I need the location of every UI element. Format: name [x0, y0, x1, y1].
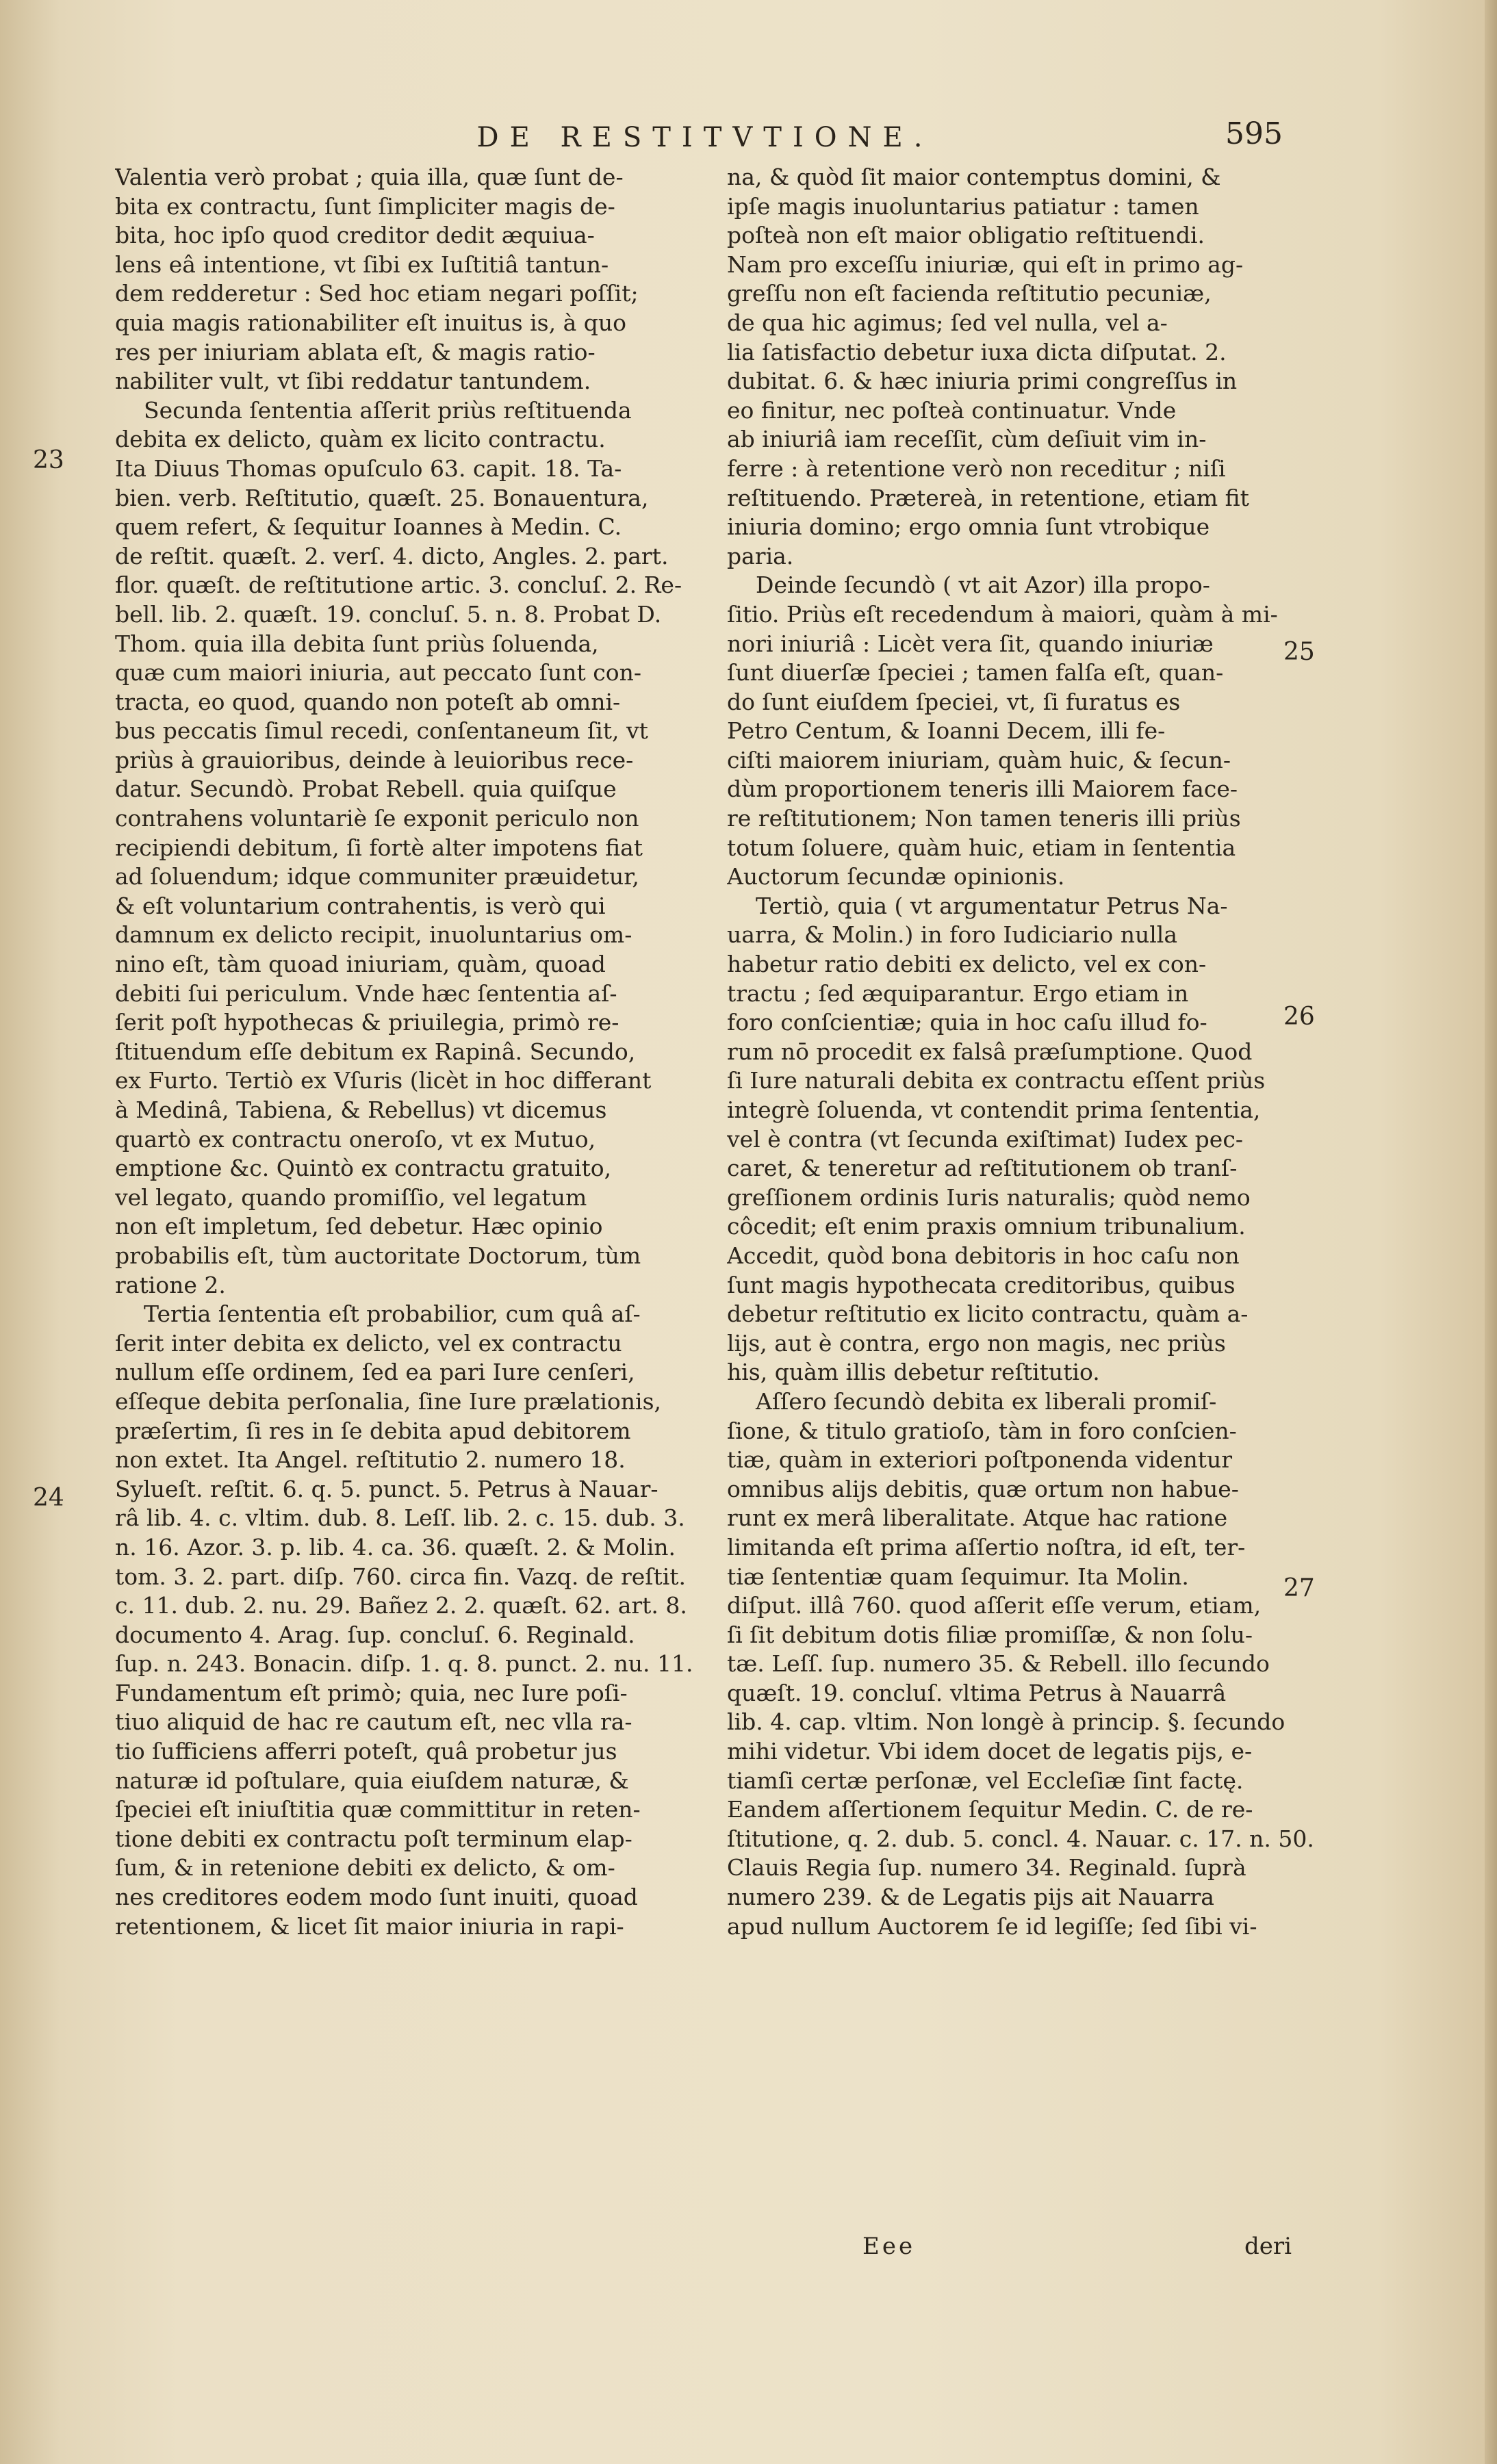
text-line: debiti ſui periculum. Vnde hæc ſententia aſ-: [115, 979, 617, 1007]
text-line: ſione, & titulo gratioſo, tàm in foro conſcien-: [727, 1417, 1237, 1444]
text-line: Accedit, quòd bona debitoris in hoc caſu non: [727, 1242, 1240, 1269]
margin-number-23: 23: [33, 446, 64, 474]
text-line: Clauis Regia ſup. numero 34. Reginald. ſuprà: [727, 1854, 1246, 1882]
text-line: Tertiò, quia ( vt argumentatur Petrus Na-: [756, 892, 1228, 919]
text-line: non extet. Ita Angel. reſtitutio 2. numero 18.: [115, 1446, 626, 1474]
text-line: de qua hic agimus; ſed vel nulla, vel a-: [727, 309, 1168, 336]
text-line: tæ. Leſſ. ſup. numero 35. & Rebell. illo ſecundo: [727, 1650, 1270, 1678]
text-line: diſput. illâ 760. quod aſſerit eſſe verum, etiam,: [727, 1592, 1262, 1619]
text-line: probabilis eſt, tùm auctoritate Doctorum, tùm: [115, 1242, 641, 1269]
text-line: lijs, aut è contra, ergo non magis, nec priùs: [727, 1329, 1226, 1357]
text-line: ad ſoluendum; idque communiter præuidetur,: [115, 863, 639, 890]
text-line: ratione 2.: [115, 1271, 226, 1298]
text-line: reſtituendo. Prætereà, in retentione, etiam fit: [727, 484, 1249, 511]
running-head: DE RESTITVTIONE.: [476, 122, 934, 153]
text-line: totum ſoluere, quàm huic, etiam in ſententia: [727, 834, 1236, 861]
text-line: integrè ſoluenda, vt contendit prima ſententia,: [727, 1096, 1261, 1123]
text-line: tracta, eo quod, quando non poteſt ab omni-: [115, 688, 621, 715]
text-line: vel legato, quando promiſſio, vel legatum: [115, 1183, 587, 1211]
text-line: quæ cum maiori iniuria, aut peccato ſunt con-: [115, 659, 642, 686]
text-line: Thom. quia illa debita ſunt priùs ſoluenda,: [115, 630, 599, 657]
text-line: iniuria domino; ergo omnia ſunt vtrobique: [727, 513, 1210, 541]
page-number: 595: [1225, 116, 1283, 151]
text-line: numero 239. & de Legatis pijs ait Nauarra: [727, 1884, 1214, 1911]
text-line: do ſunt eiuſdem ſpeciei, vt, ſi furatus es: [727, 688, 1181, 715]
text-line: apud nullum Auctorem ſe id legiſſe; ſed ſibi vi-: [727, 1912, 1257, 1940]
text-line: ab iniuriâ iam receſſit, cùm deſiuit vim in-: [727, 426, 1207, 453]
text-line: tiuo aliquid de hac re cautum eſt, nec vlla ra-: [115, 1708, 632, 1736]
text-line: runt ex merâ liberalitate. Atque hac ratione: [727, 1504, 1228, 1532]
text-line: c. 11. dub. 2. nu. 29. Bañez 2. 2. quæſt. 62. art. 8.: [115, 1592, 687, 1619]
text-line: emptione &c. Quintò ex contractu gratuito,: [115, 1155, 612, 1182]
text-line: tione debiti ex contractu poſt terminum elap-: [115, 1825, 632, 1852]
text-line: debetur reſtitutio ex licito contractu, quàm a-: [727, 1300, 1249, 1328]
margin-number-24: 24: [33, 1484, 64, 1512]
text-line: eſſeque debita perſonalia, ſine Iure prælationis,: [115, 1387, 662, 1415]
text-line: tractu ; ſed æquiparantur. Ergo etiam in: [727, 979, 1189, 1007]
text-line: & eſt voluntarium contrahentis, is verò qui: [115, 892, 606, 919]
text-line: re reſtitutionem; Non tamen teneris illi priùs: [727, 805, 1241, 832]
text-line: Petro Centum, & Ioanni Decem, illi fe-: [727, 717, 1166, 745]
text-line: rum nō procedit ex falsâ præſumptione. Quod: [727, 1038, 1253, 1065]
right-text-column: [727, 163, 1319, 1941]
text-line: datur. Secundò. Probat Rebell. quia quiſque: [115, 775, 617, 803]
text-line: Deinde ſecundò ( vt ait Azor) illa propo-: [756, 572, 1210, 599]
text-line: ſitio. Priùs eſt recedendum à maiori, quàm à mi-: [727, 600, 1278, 628]
text-line: ſi ſit debitum dotis filiæ promiſſæ, & non ſolu-: [727, 1621, 1253, 1648]
text-line: Nam pro exceſſu iniuriæ, qui eſt in primo ag-: [727, 251, 1244, 278]
text-line: non eſt impletum, ſed debetur. Hæc opinio: [115, 1213, 603, 1240]
text-line: ipſe magis inuoluntarius patiatur : tamen: [727, 192, 1199, 220]
text-line: tiamſi certæ perſonæ, vel Eccleſiæ ſint factę.: [727, 1767, 1244, 1794]
text-line: ſunt diuerſæ ſpeciei ; tamen falſa eſt, quan-: [727, 659, 1224, 686]
text-line: bita, hoc ipſo quod creditor dedit æquiua-: [115, 222, 595, 249]
text-line: flor. quæſt. de reſtitutione artic. 3. concluſ. 2. Re-: [115, 572, 682, 599]
text-line: omnibus alijs debitis, quæ ortum non habue-: [727, 1475, 1239, 1502]
text-line: greſſu non eſt facienda reſtitutio pecuniæ,: [727, 280, 1212, 307]
text-line: mihi videtur. Vbi idem docet de legatis pijs, e-: [727, 1738, 1253, 1765]
text-line: Aſſero ſecundò debita ex liberali promiſ-: [756, 1387, 1217, 1415]
text-line: vel è contra (vt ſecunda exiſtimat) Iudex pec-: [727, 1125, 1243, 1153]
text-line: Ita Diuus Thomas opuſculo 63. capit. 18. Ta-: [115, 454, 622, 482]
text-line: Fundamentum eſt primò; quia, nec Iure poſi-: [115, 1679, 628, 1706]
text-line: râ lib. 4. c. vltim. dub. 8. Leſſ. lib. 2. c. 15. dub. 3.: [115, 1504, 685, 1532]
text-line: lib. 4. cap. vltim. Non longè à princip. §. ſecundo: [727, 1708, 1285, 1736]
text-line: recipiendi debitum, ſi fortè alter impotens fiat: [115, 834, 643, 861]
text-line: lia ſatisfactio debetur iuxa dicta diſputat. 2.: [727, 338, 1227, 365]
text-line: ſum, & in retenione debiti ex delicto, & om-: [115, 1854, 615, 1882]
text-line: nes creditores eodem modo ſunt inuiti, quoad: [115, 1884, 638, 1911]
text-line: limitanda eſt prima aſſertio noſtra, id eſt, ter-: [727, 1533, 1246, 1561]
text-line: foro conſcientiæ; quia in hoc caſu illud fo-: [727, 1009, 1207, 1036]
text-line: res per iniuriam ablata eſt, & magis ratio-: [115, 338, 596, 365]
text-line: documento 4. Arag. ſup. concluſ. 6. Reginald.: [115, 1621, 635, 1648]
text-line: poſteà non eſt maior obligatio reſtituendi.: [727, 222, 1205, 249]
text-line: côcedit; eſt enim praxis omnium tribunalium.: [727, 1213, 1246, 1240]
margin-number-25: 25: [1283, 638, 1315, 666]
text-line: bell. lib. 2. quæſt. 19. concluſ. 5. n. 8. Probat D.: [115, 600, 662, 628]
text-line: præſertim, ſi res in ſe debita apud debitorem: [115, 1417, 631, 1444]
text-line: ſerit poſt hypothecas & priuilegia, primò re-: [115, 1009, 619, 1036]
text-line: habetur ratio debiti ex delicto, vel ex con-: [727, 951, 1207, 978]
text-line: na, & quòd ſit maior contemptus domini, &: [727, 164, 1221, 190]
text-line: Eandem aſſertionem ſequitur Medin. C. de re-: [727, 1796, 1253, 1823]
text-line: ſerit inter debita ex delicto, vel ex contractu: [115, 1329, 622, 1357]
text-line: de reſtit. quæſt. 2. verſ. 4. dicto, Angles. 2. part.: [115, 542, 669, 569]
text-line: paria.: [727, 542, 794, 569]
text-line: à Medinâ, Tabiena, & Rebellus) vt dicemus: [115, 1096, 607, 1123]
text-line: Sylueſt. reſtit. 6. q. 5. punct. 5. Petrus à Nauar-: [115, 1475, 658, 1502]
text-line: ſi Iure naturali debita ex contractu eſſent priùs: [727, 1067, 1266, 1094]
text-line: quartò ex contractu oneroſo, vt ex Mutuo,: [115, 1125, 596, 1153]
text-line: dubitat. 6. & hæc iniuria primi congreſſus in: [727, 368, 1238, 395]
text-line: quem refert, & ſequitur Ioannes à Medin. C.: [115, 513, 622, 541]
text-line: caret, & teneretur ad reſtitutionem ob tranſ-: [727, 1155, 1238, 1182]
text-line: tio ſufficiens afferri poteſt, quâ probetur jus: [115, 1738, 617, 1765]
text-line: ex Furto. Tertiò ex Vſuris (licèt in hoc differant: [115, 1067, 652, 1094]
text-line: ſunt magis hypothecata creditoribus, quibus: [727, 1271, 1236, 1298]
text-line: retentionem, & licet ſit maior iniuria in rapi-: [115, 1912, 624, 1940]
text-line: nullum eſſe ordinem, ſed ea pari Iure cenſeri,: [115, 1359, 635, 1386]
text-line: Valentia verò probat ; quia illa, quæ ſunt de-: [115, 164, 624, 190]
text-line: ſup. n. 243. Bonacin. diſp. 1. q. 8. punct. 2. nu. 11.: [115, 1650, 693, 1678]
text-line: Secunda ſententia aſſerit priùs reſtituenda: [144, 396, 632, 424]
text-line: damnum ex delicto recipit, inuoluntarius om-: [115, 921, 632, 949]
text-line: dùm proportionem teneris illi Maiorem face-: [727, 775, 1238, 803]
text-line: nabiliter vult, vt ſibi reddatur tantundem.: [115, 368, 591, 395]
margin-number-26: 26: [1283, 1003, 1315, 1031]
text-line: debita ex delicto, quàm ex licito contractu.: [115, 426, 606, 453]
text-line: n. 16. Azor. 3. p. lib. 4. ca. 36. quæſt. 2. & Molin.: [115, 1533, 676, 1561]
text-line: Tertia ſententia eſt probabilior, cum quâ aſ-: [144, 1300, 641, 1328]
left-text-column: [115, 163, 695, 1941]
text-line: eo finitur, nec poſteà continuatur. Vnde: [727, 396, 1177, 424]
text-line: Auctorum ſecundæ opinionis.: [727, 863, 1065, 890]
catchword: deri: [1244, 2233, 1292, 2260]
text-line: ciſti maiorem iniuriam, quàm huic, & ſecun-: [727, 746, 1231, 773]
text-line: nori iniuriâ : Licèt vera ſit, quando iniuriæ: [727, 630, 1214, 657]
text-line: lens eâ intentione, vt ſibi ex Iuſtitiâ tantun-: [115, 251, 609, 278]
text-line: tiæ ſententiæ quam ſequimur. Ita Molin.: [727, 1563, 1189, 1590]
text-line: quia magis rationabiliter eſt inuitus is, à quo: [115, 309, 626, 336]
text-line: tom. 3. 2. part. diſp. 760. circa fin. Vazq. de reſtit.: [115, 1563, 687, 1590]
text-line: ſpeciei eſt iniuſtitia quæ committitur in reten-: [115, 1796, 641, 1823]
text-line: bita ex contractu, ſunt ſimpliciter magis de-: [115, 192, 615, 220]
text-line: contrahens voluntariè ſe exponit periculo non: [115, 805, 639, 832]
text-line: bus peccatis ſimul recedi, conſentaneum ſit, vt: [115, 717, 648, 745]
text-line: nino eſt, tàm quoad iniuriam, quàm, quoad: [115, 951, 606, 978]
text-line: naturæ id poſtulare, quia eiuſdem naturæ, &: [115, 1767, 629, 1794]
text-line: priùs à grauioribus, deinde à leuioribus rece-: [115, 746, 634, 773]
text-line: his, quàm illis debetur reſtitutio.: [727, 1359, 1100, 1386]
margin-number-27: 27: [1283, 1574, 1315, 1602]
text-line: tiæ, quàm in exteriori poſtponenda videntur: [727, 1446, 1233, 1474]
text-line: uarra, & Molin.) in foro Iudiciario nulla: [727, 921, 1178, 949]
text-line: quæſt. 19. concluſ. vltima Petrus à Nauarrâ: [727, 1679, 1227, 1706]
text-line: ferre : à retentione verò non receditur ; niſi: [727, 454, 1226, 482]
text-line: greſſionem ordinis Iuris naturalis; quòd nemo: [727, 1183, 1251, 1211]
text-line: ſtituendum eſſe debitum ex Rapinâ. Secundo,: [115, 1038, 636, 1065]
signature-mark: Eee: [862, 2233, 916, 2260]
text-line: dem redderetur : Sed hoc etiam negari poſſit;: [115, 280, 639, 307]
text-line: bien. verb. Reſtitutio, quæſt. 25. Bonauentura,: [115, 484, 649, 511]
text-line: ſtitutione, q. 2. dub. 5. concl. 4. Nauar. c. 17. n. 50.: [727, 1825, 1314, 1852]
